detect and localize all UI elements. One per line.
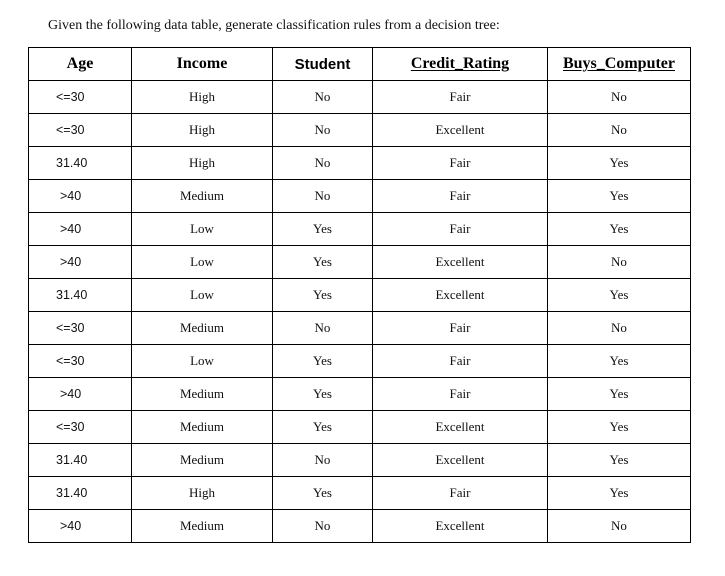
cell-credit-rating: Excellent: [373, 444, 548, 477]
cell-age: >40: [29, 180, 132, 213]
table-row: [29, 312, 691, 345]
cell-age: <=30: [29, 81, 132, 114]
cell-income: High: [132, 147, 273, 180]
cell-student: Yes: [273, 477, 373, 510]
cell-income: High: [132, 477, 273, 510]
cell-age: >40: [29, 378, 132, 411]
cell-buys-computer: Yes: [548, 477, 691, 510]
table-row: [29, 180, 691, 213]
cell-credit-rating: Fair: [373, 477, 548, 510]
cell-student: Yes: [273, 279, 373, 312]
table-row: [29, 81, 691, 114]
cell-student: Yes: [273, 411, 373, 444]
cell-age: 31.40: [29, 147, 132, 180]
cell-credit-rating: Fair: [373, 345, 548, 378]
table-row: [29, 246, 691, 279]
cell-age: >40: [29, 510, 132, 543]
cell-student: No: [273, 312, 373, 345]
cell-age: 31.40: [29, 444, 132, 477]
table-row: [29, 213, 691, 246]
table-row: [29, 378, 691, 411]
cell-age: <=30: [29, 114, 132, 147]
header-credit-rating: [373, 48, 548, 81]
header-student: Student: [273, 48, 373, 81]
cell-student: Yes: [273, 378, 373, 411]
cell-student: No: [273, 180, 373, 213]
cell-credit-rating: Fair: [373, 81, 548, 114]
cell-student: No: [273, 81, 373, 114]
cell-student: No: [273, 114, 373, 147]
cell-credit-rating: Excellent: [373, 114, 548, 147]
header-credit-rating-label: Credit_Rating: [410, 55, 510, 72]
table-row: [29, 444, 691, 477]
header-buys-computer: [548, 48, 691, 81]
cell-student: Yes: [273, 213, 373, 246]
cell-age: <=30: [29, 345, 132, 378]
cell-income: Medium: [132, 510, 273, 543]
cell-credit-rating: Excellent: [373, 510, 548, 543]
cell-student: Yes: [273, 345, 373, 378]
cell-credit-rating: Excellent: [373, 411, 548, 444]
data-table: [28, 47, 691, 543]
cell-age: >40: [29, 213, 132, 246]
cell-income: Low: [132, 246, 273, 279]
table-row: [29, 510, 691, 543]
table-row: [29, 279, 691, 312]
cell-buys-computer: Yes: [548, 378, 691, 411]
cell-age: >40: [29, 246, 132, 279]
instruction-text: Given the following data table, generate classification rules from a decision tree:: [48, 18, 500, 33]
header-income: Income: [132, 48, 273, 81]
cell-buys-computer: Yes: [548, 444, 691, 477]
table-row: [29, 477, 691, 510]
header-age: Age: [29, 48, 132, 81]
cell-income: High: [132, 81, 273, 114]
cell-income: High: [132, 114, 273, 147]
cell-buys-computer: Yes: [548, 147, 691, 180]
cell-income: Medium: [132, 444, 273, 477]
cell-credit-rating: Fair: [373, 312, 548, 345]
cell-buys-computer: Yes: [548, 213, 691, 246]
cell-income: Medium: [132, 411, 273, 444]
cell-buys-computer: No: [548, 81, 691, 114]
cell-buys-computer: Yes: [548, 180, 691, 213]
header-buys-computer-label: Buys_Computer: [562, 55, 675, 72]
cell-student: No: [273, 444, 373, 477]
cell-buys-computer: No: [548, 114, 691, 147]
cell-income: Medium: [132, 312, 273, 345]
cell-buys-computer: No: [548, 510, 691, 543]
table-row: [29, 147, 691, 180]
table-header-row: [29, 48, 691, 81]
cell-age: <=30: [29, 411, 132, 444]
cell-credit-rating: Fair: [373, 180, 548, 213]
cell-buys-computer: No: [548, 312, 691, 345]
cell-income: Medium: [132, 378, 273, 411]
cell-student: No: [273, 147, 373, 180]
cell-buys-computer: No: [548, 246, 691, 279]
cell-buys-computer: Yes: [548, 279, 691, 312]
cell-age: <=30: [29, 312, 132, 345]
cell-income: Low: [132, 345, 273, 378]
cell-credit-rating: Fair: [373, 378, 548, 411]
cell-age: 31.40: [29, 477, 132, 510]
cell-buys-computer: Yes: [548, 345, 691, 378]
cell-credit-rating: Fair: [373, 213, 548, 246]
table-row: [29, 345, 691, 378]
cell-credit-rating: Fair: [373, 147, 548, 180]
cell-income: Medium: [132, 180, 273, 213]
cell-student: Yes: [273, 246, 373, 279]
cell-age: 31.40: [29, 279, 132, 312]
cell-income: Low: [132, 279, 273, 312]
cell-income: Low: [132, 213, 273, 246]
cell-buys-computer: Yes: [548, 411, 691, 444]
cell-student: No: [273, 510, 373, 543]
cell-credit-rating: Excellent: [373, 279, 548, 312]
table-row: [29, 114, 691, 147]
cell-credit-rating: Excellent: [373, 246, 548, 279]
table-row: [29, 411, 691, 444]
